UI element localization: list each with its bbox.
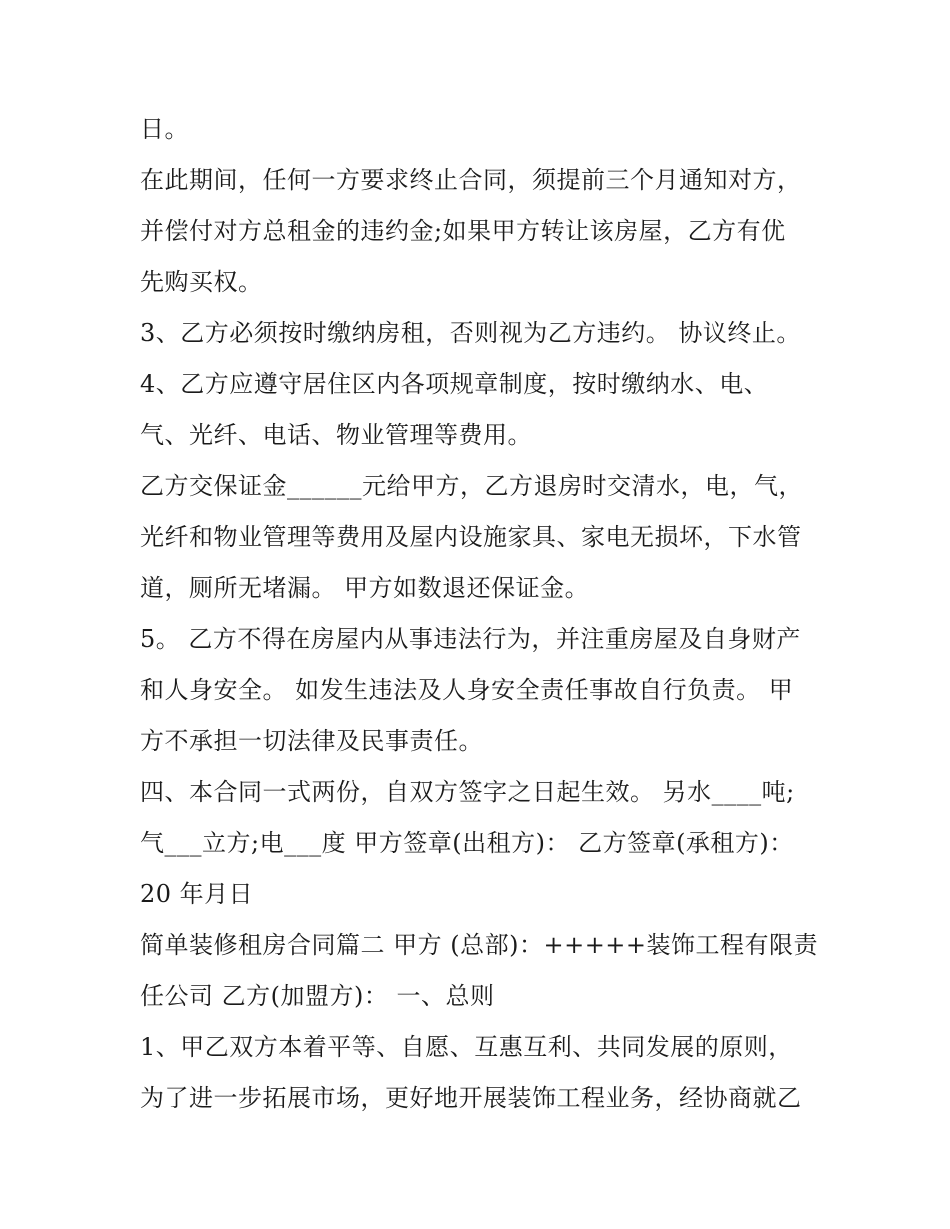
text-line: 并偿付对方总租金的违约金;如果甲方转让该房屋，乙方有优: [140, 217, 786, 245]
text-line: 5。 乙方不得在房屋内从事违法行为，并注重房屋及自身财产: [140, 625, 801, 653]
text-line: 为了进一步拓展市场，更好地开展装饰工程业务，经协商就乙: [140, 1084, 802, 1112]
text-line: 气、光纤、电话、物业管理等费用。: [140, 421, 532, 449]
text-line: 乙方交保证金______元给甲方，乙方退房时交清水，电，气，: [140, 472, 803, 500]
document-body: [140, 104, 840, 1124]
text-line: 气___立方;电___度 甲方签章(出租方)： 乙方签章(承租方)：: [140, 829, 794, 857]
text-line: 3、乙方必须按时缴纳房租，否则视为乙方违约。 协议终止。: [140, 319, 801, 347]
text-line: 1、甲乙双方本着平等、自愿、互惠互利、共同发展的原则，: [140, 1033, 793, 1061]
text-line: 先购买权。: [140, 268, 263, 296]
text-line: 和人身安全。 如发生违法及人身安全责任事故自行负责。 甲: [140, 676, 794, 704]
text-line: 4、乙方应遵守居住区内各项规章制度，按时缴纳水、电、: [140, 370, 769, 398]
text-line: 道，厕所无堵漏。 甲方如数退还保证金。: [140, 574, 590, 602]
text-line: 方不承担一切法律及民事责任。: [140, 727, 483, 755]
text-line: 简单装修租房合同篇二 甲方 (总部)：+++++装饰工程有限责: [140, 931, 819, 959]
text-line: 任公司 乙方(加盟方)： 一、总则: [140, 982, 495, 1010]
text-line: 在此期间，任何一方要求终止合同，须提前三个月通知对方，: [140, 166, 802, 194]
text-line: 四、本合同一式两份，自双方签字之日起生效。 另水____吨;: [140, 778, 795, 806]
text-line: 光纤和物业管理等费用及屋内设施家具、家电无损坏，下水管: [140, 523, 802, 551]
text-line: 20 年月日: [140, 880, 254, 908]
text-line: 日。: [140, 115, 189, 143]
